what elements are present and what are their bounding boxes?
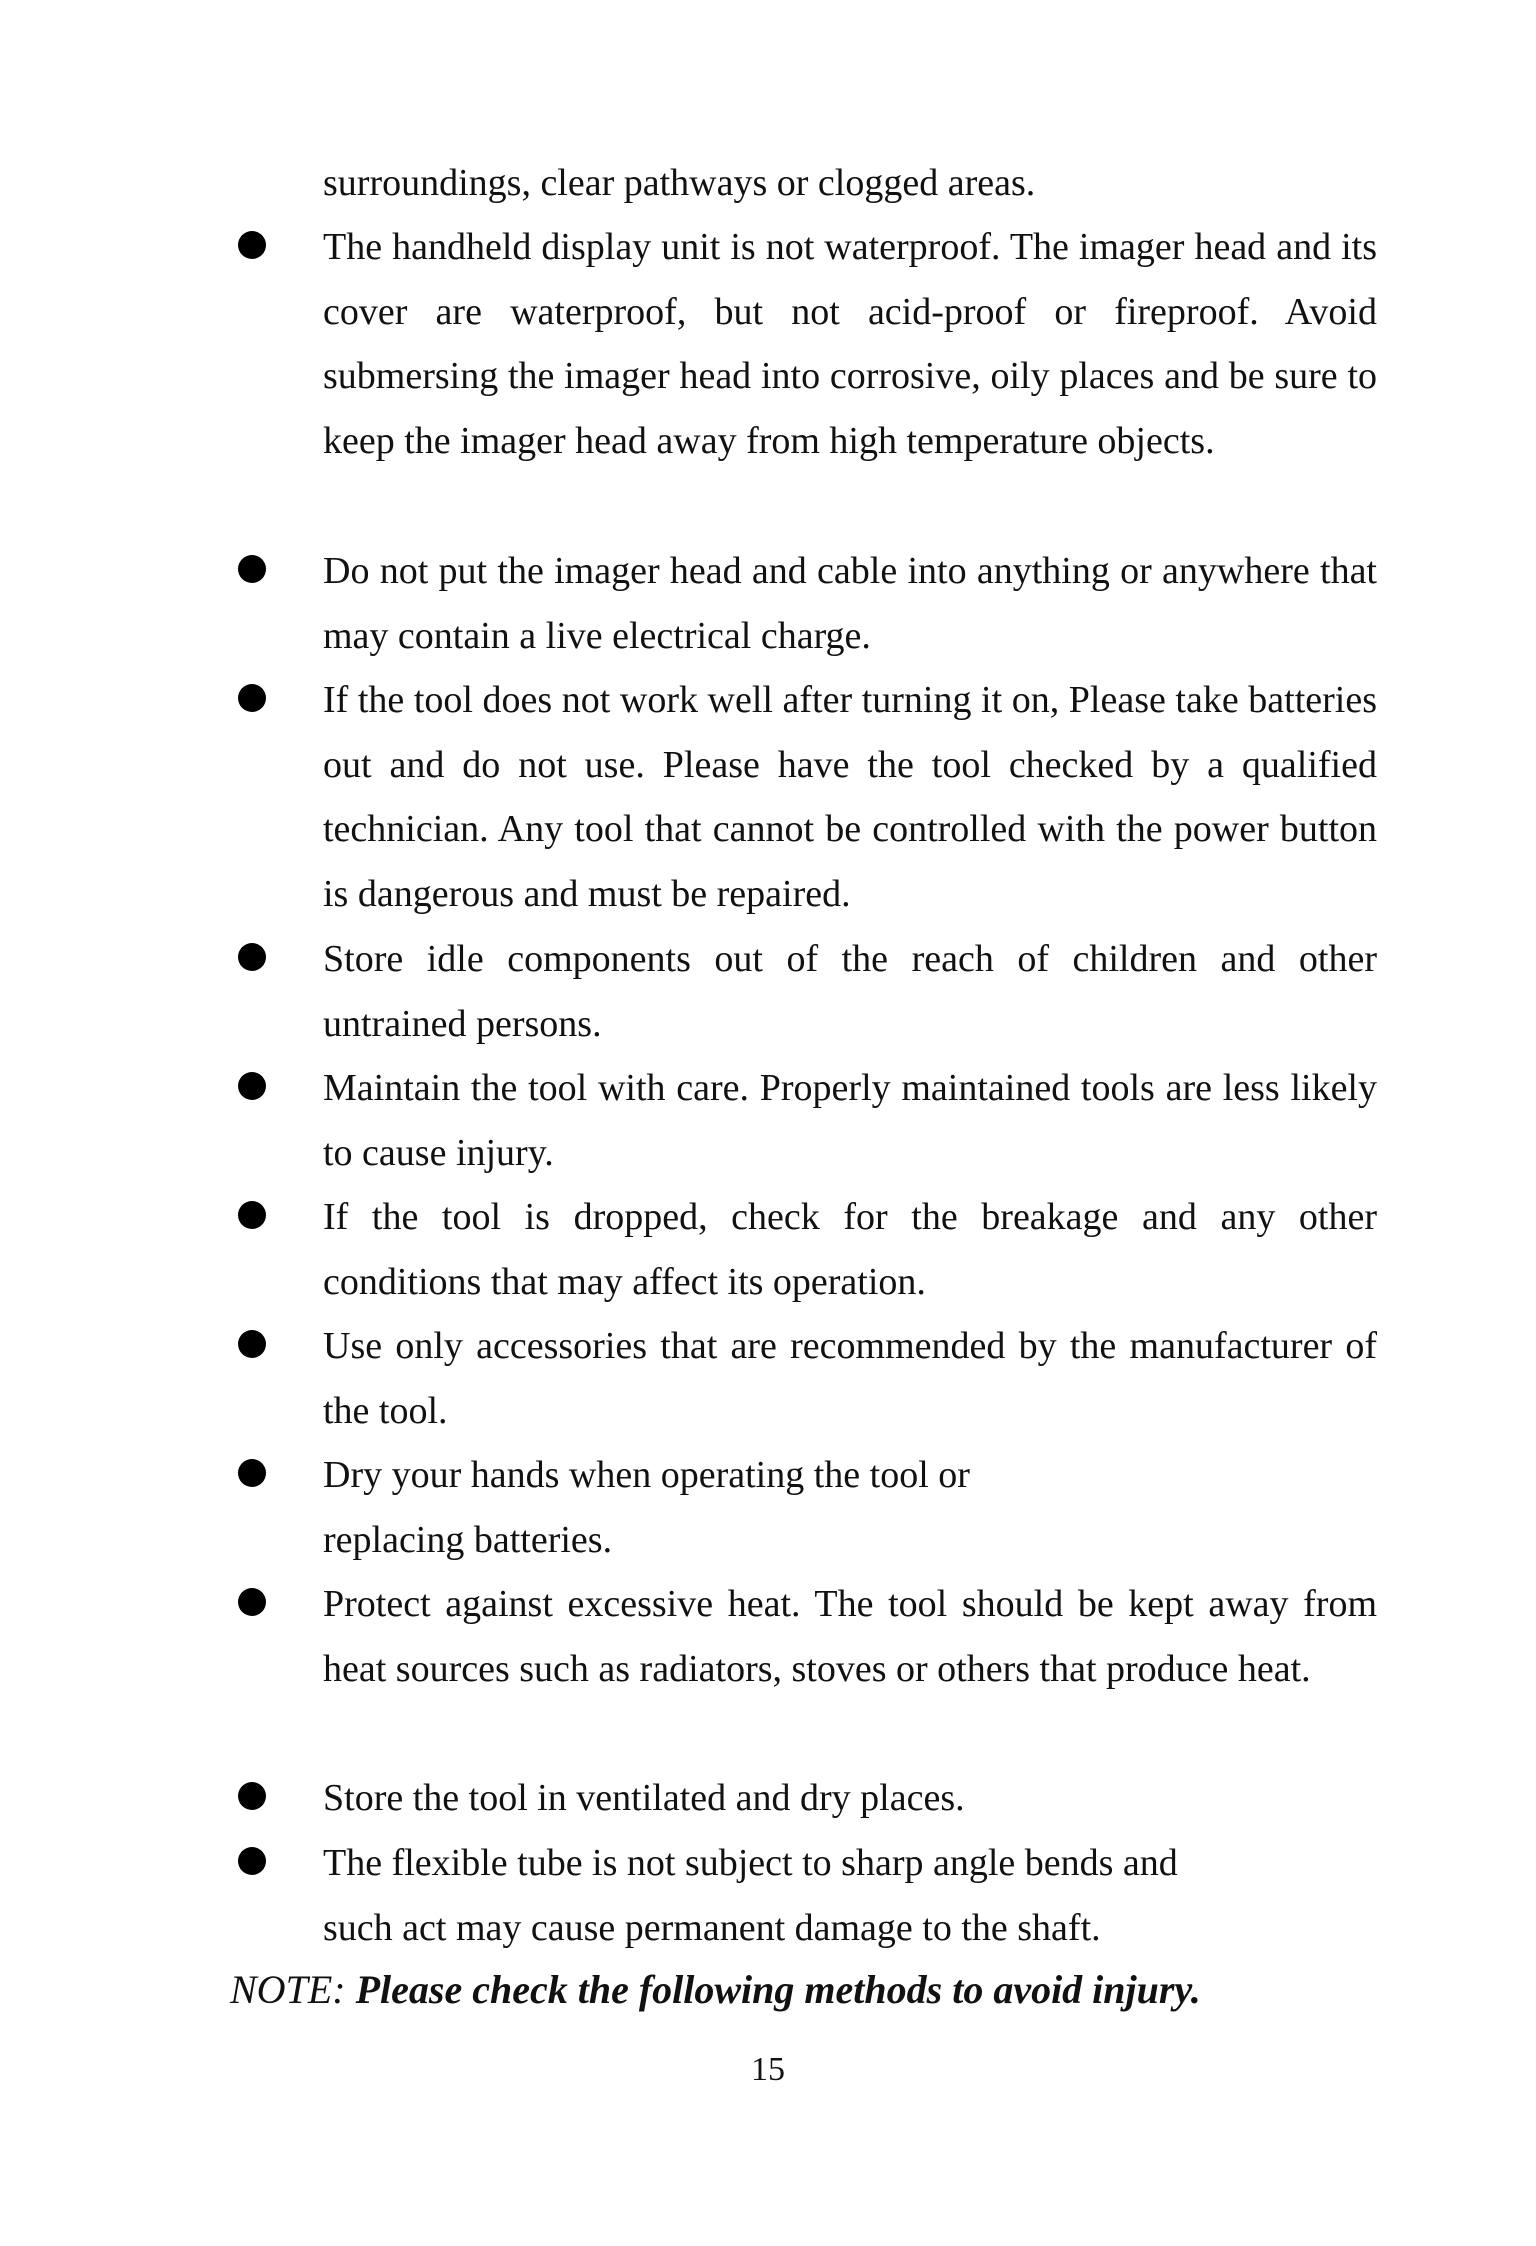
bullet-dot bbox=[238, 684, 266, 712]
bullet-item-flexible-tube: The flexible tube is not subject to sharp angle bends and bbox=[323, 1842, 1178, 1884]
page-number: 15 bbox=[751, 2051, 785, 2088]
bullet-dot bbox=[238, 1330, 266, 1358]
bullet-item-store-idle: Store idle components out of the reach of children and other untrained persons. bbox=[323, 938, 1377, 1045]
bullet-item-heat: Protect against excessive heat. The tool should be kept away from heat sources such as radiators, stoves or others that produce heat. bbox=[323, 1583, 1377, 1690]
bullet-dot bbox=[238, 1072, 266, 1100]
bullet-item-maintain: Maintain the tool with care. Properly maintained tools are less likely to cause injury. bbox=[323, 1067, 1377, 1174]
bullet-dot bbox=[238, 1459, 266, 1487]
bullet-item-waterproof: The handheld display unit is not waterproof. The imager head and its cover are waterproof, but not acid-proof or fireproof. Avoid submersing the imager head into corrosive, oily places and be sure to keep the imager head away from high temperature objects. bbox=[323, 226, 1377, 463]
bullet-item-dropped: If the tool is dropped, check for the breakage and any other conditions that may affect its operation. bbox=[323, 1196, 1377, 1303]
bullet-dot bbox=[238, 1847, 266, 1875]
continuation-text: surroundings, clear pathways or clogged areas. bbox=[323, 162, 1036, 204]
bullet-item-ventilated: Store the tool in ventilated and dry places. bbox=[323, 1777, 965, 1819]
note-line bbox=[230, 1962, 1380, 2018]
bullet-dot bbox=[238, 555, 266, 583]
bullet-item-dry-hands-line2: replacing batteries. bbox=[323, 1519, 613, 1561]
bullet-item-accessories: Use only accessories that are recommended by the manufacturer of the tool. bbox=[323, 1325, 1377, 1432]
bullet-dot bbox=[238, 231, 266, 259]
note-text: Please check the following methods to avoid injury. bbox=[355, 1967, 1201, 2012]
bullet-dot bbox=[238, 1588, 266, 1616]
bullet-dot bbox=[238, 943, 266, 971]
bullet-dot bbox=[238, 1201, 266, 1229]
bullet-dot bbox=[238, 1782, 266, 1810]
bullet-item-dry-hands: Dry your hands when operating the tool or bbox=[323, 1454, 970, 1496]
bullet-item-flexible-tube-line2: such act may cause permanent damage to the shaft. bbox=[323, 1907, 1101, 1949]
bullet-item-live-charge: Do not put the imager head and cable into anything or anywhere that may contain a live electrical charge. bbox=[323, 550, 1377, 657]
bullet-item-malfunction: If the tool does not work well after turning it on, Please take batteries out and do not use. Please have the tool checked by a qualified technician. Any tool that cannot be controlled with the power button is dangerous and must be repaired. bbox=[323, 679, 1377, 916]
note-label: NOTE: bbox=[230, 1967, 346, 2012]
